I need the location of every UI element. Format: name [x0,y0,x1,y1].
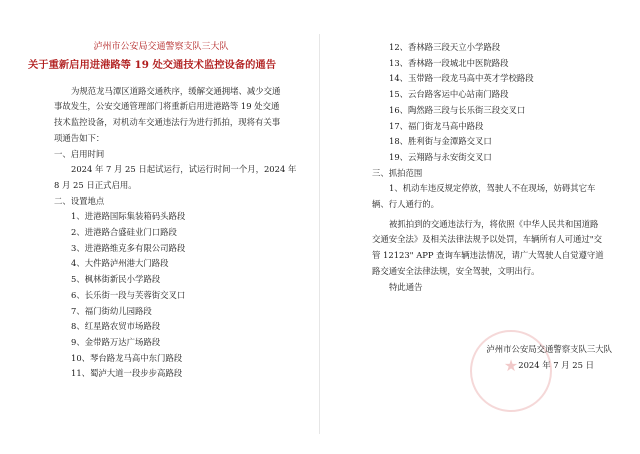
site-item: 19、云翔路与永安街交叉口 [389,151,492,162]
site-item: 16、陶然路三段与长乐街三段交叉口 [389,104,526,115]
section-heading-time: 一、启用时间 [54,148,105,159]
intro-line: 为规范龙马潭区道路交通秩序，缓解交通拥堵、减少交通 [71,85,281,96]
signature-block [452,342,612,373]
site-item: 12、香林路三段天立小学路段 [389,42,501,52]
seal-star-icon: ★ [503,356,519,375]
site-item: 1、进港路国际集装箱码头路段 [71,211,186,222]
right-column [372,40,620,295]
intro-line: 技术监控设备，对机动车交通违法行为进行抓拍，现将有关事 [54,117,281,128]
site-item: 3、进港路维克多有限公司路段 [71,242,186,253]
signature-date: 2024 年 7 月 25 日 [518,359,594,370]
site-item: 18、胜利街与金潭路交叉口 [389,136,492,147]
scope-line: 辆、行人通行的。 [372,199,439,210]
site-item: 10、琴台路龙马高中东门路段 [71,352,183,363]
site-item: 13、香林路一段城北中医院路段 [389,57,509,68]
notice-line: 路交通安全法律法规，安全驾驶，文明出行。 [372,265,540,276]
site-item: 9、金带路万达广场路段 [71,336,161,347]
site-item: 7、福门街幼儿园路段 [71,305,152,316]
notice-line: 管 12123" APP 查询车辆违法情况，请广大驾驶人自觉遵守道 [372,250,604,261]
site-item: 6、长乐街一段与芙蓉街交叉口 [71,289,186,300]
section-heading-sites: 二、设置地点 [54,195,105,206]
site-item: 2、进港路合盛硅业门口路段 [71,227,177,238]
notice-title: 关于重新启用进港路等 19 处交通技术监控设备的通告 [28,58,277,71]
section-heading-scope: 三、抓拍范围 [372,167,423,178]
column-divider [319,34,320,434]
notice-line: 被抓拍到的交通违法行为，将依照《中华人民共和国道路 [389,218,599,229]
issuing-org: 泸州市公安局交通警察支队三大队 [93,42,229,52]
notice-line: 交通安全法》及相关法律法规予以处罚，车辆所有人可通过"交 [372,234,602,245]
closing-line: 特此通告 [389,281,423,292]
left-column [28,40,312,382]
site-item: 11、蜀泸大道一段步步高路段 [71,368,183,379]
site-item: 17、福门街龙马高中路段 [389,120,484,131]
site-item: 4、大件路泸州港大门路段 [71,258,169,269]
intro-line: 事故发生，公安交通管理部门将重新启用进港路等 19 处交通 [54,101,280,112]
signature-org: 泸州市公安局交通警察支队三大队 [486,344,612,354]
time-line: 8 月 25 日正式启用。 [54,179,137,190]
site-item: 14、玉带路一段龙马高中英才学校路段 [389,73,534,84]
site-item: 5、枫林街新民小学路段 [71,274,161,285]
time-line: 2024 年 7 月 25 日起试运行，试运行时间一个月，2024 年 [71,164,297,175]
site-item: 8、红星路农贸市场路段 [71,321,161,332]
intro-line: 项通告如下： [54,132,105,143]
site-item: 15、云台路客运中心站南门路段 [389,89,509,100]
scope-line: 1、机动车违反规定停放，驾驶人不在现场，妨碍其它车 [389,183,596,194]
